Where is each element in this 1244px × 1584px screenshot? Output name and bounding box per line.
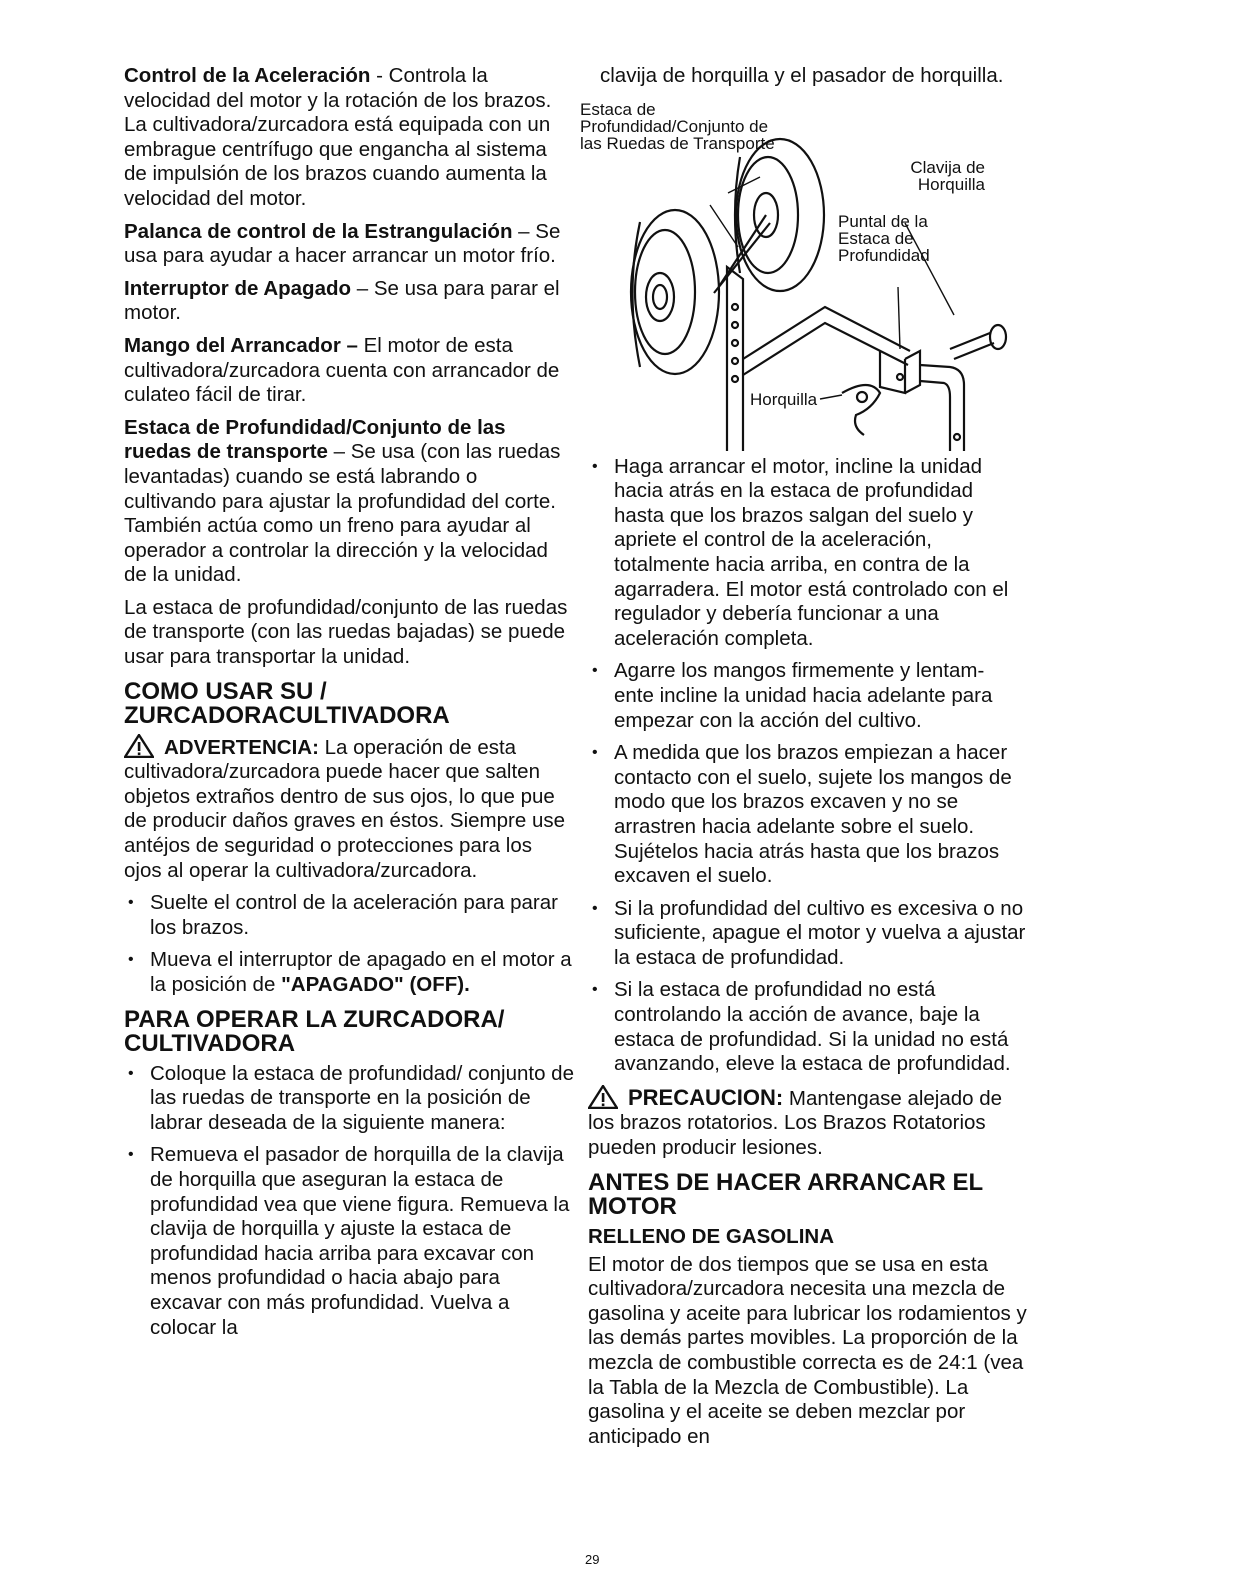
caution-paragraph: [588, 1085, 1028, 1161]
list-operation-steps: [588, 455, 1028, 1077]
list-item: • Coloque la estaca de profundidad/ conjunto de las ruedas de transporte en la posición de labrar deseada de la siguiente manera:: [124, 1062, 574, 1136]
paragraph-continued: clavija de horquilla y el pasador de horquilla.: [600, 64, 1004, 87]
warning-label: ADVERTENCIA:: [164, 735, 319, 759]
list-operate: [124, 1062, 574, 1341]
left-column: [124, 64, 574, 1348]
list-item: • Haga arrancar el motor, incline la unidad hacia atrás en la estaca de profundidad hasta que los brazos salgan del suelo y apriete el control de la aceleración, totalmente hacia arriba, en contra de la agarradera. El motor está controlado con el regulador y debería funcionar a una aceleración completa.: [588, 455, 1028, 652]
label-hairpin: Horquilla: [750, 389, 818, 409]
heading-para-operar: PARA OPERAR LA ZURCADORA/ CULTIVADORA: [124, 1005, 505, 1057]
paragraph-starter-handle: [124, 334, 574, 408]
label-depth-stake-strut: Puntal de la Estaca de Profundidad: [838, 211, 930, 265]
term-depth-stake: Estaca de Profundidad/Conjunto de las ruedas de transporte: [124, 415, 506, 464]
warning-triangle-icon: [124, 734, 154, 758]
term-stop-switch: Interruptor de Apagado: [124, 276, 352, 300]
list-item: • Agarre los mangos firmemente y lentam- ente incline la unidad hacia adelante para empezar con la acción del cultivo.: [588, 659, 1028, 733]
list-item: • Si la estaca de profundidad no está controlando la acción de avance, baje la estaca de profundidad. Si la unidad no está avanzando, eleve la estaca de profundidad.: [588, 978, 1028, 1076]
paragraph-gasoline: El motor de dos tiempos que se usa en esta cultivadora/zurcadora necesita una mezcla de gasolina y aceite para lubricar los rodamientos y las demás partes movibles. La proporción de la mezcla de combustible correcta es de 24:1 (vea la Tabla de la Mezcla de Combustible). La gasolina y el aceite se deben mezclar por anticipado en: [588, 1252, 1027, 1448]
paragraph-depth-stake: [124, 416, 574, 588]
caution-triangle-icon: [588, 1085, 618, 1109]
paragraph-transport: La estaca de profundidad/conjunto de las ruedas de transporte (con las ruedas bajadas) se puede usar para transportar la unidad.: [124, 595, 568, 669]
page-number: 29: [585, 1552, 600, 1567]
paragraph-stop-switch: [124, 277, 574, 326]
text-stop-switch: – Se usa para parar el motor.: [124, 276, 560, 325]
list-item: • Remueva el pasador de horquilla de la clavija de horquilla que aseguran la estaca de profundidad vea que viene figura. Remueva la clavija de horquilla y ajuste la estaca de profundidad hacia arriba para excavar con menos profundidad o hacia abajo para excavar con más profundidad. Vuelva a colocar la: [124, 1143, 574, 1340]
term-choke-lever: Palanca de control de la Estrangulación: [124, 219, 513, 243]
caution-label: PRECAUCION:: [628, 1084, 784, 1110]
text-starter-handle: El motor de esta cultivadora/zurcadora cuenta con arrancador de culateo fácil de tirar.: [124, 333, 560, 407]
list-item: • Suelte el control de la aceleración para parar los brazos.: [124, 891, 574, 940]
depth-stake-figure: [580, 97, 1020, 451]
right-column: [580, 64, 1028, 1457]
depth-stake-strut: [743, 307, 910, 359]
paragraph-choke-lever: [124, 220, 574, 269]
list-stop: [124, 891, 574, 997]
paragraph-throttle-control: [124, 64, 574, 212]
label-depth-stake-assembly: Estaca de Profundidad/Conjunto de las Ruedas de Transporte: [580, 99, 775, 153]
text-throttle-control: - Controla la velocidad del motor y la rotación de los brazos. La cultivadora/zurcadora está equipada con un embrague centrífugo que engancha al sistema de impulsión de los brazos cuando aumenta la velocidad del motor.: [124, 64, 552, 210]
heading-antes: ANTES DE HACER ARRANCAR EL MOTOR: [588, 1168, 983, 1220]
term-starter-handle: Mango del Arrancador –: [124, 333, 358, 357]
list-item-text: Mueva el interruptor de apagado en el motor a la posición de: [150, 948, 572, 996]
caution-text: Mantengase alejado de los brazos rotatorios. Los Brazos Rotatorios pueden producir lesiones.: [588, 1086, 1003, 1160]
list-item: • Si la profundidad del cultivo es excesiva o no suficiente, apague el motor y vuelva a ajustar la estaca de profundidad.: [588, 897, 1028, 971]
list-item-bold: "APAGADO" (OFF).: [281, 973, 470, 996]
list-item: • A medida que los brazos empiezan a hacer contacto con el suelo, sujete los mangos de modo que los brazos excaven y no se arrastren hacia adelante sobre el suelo. Sujételos hacia atrás hasta que los brazos excaven el suelo.: [588, 741, 1028, 889]
heading-como-usar: COMO USAR SU / ZURCADORACULTIVADORA: [124, 677, 450, 729]
warning-text: La operación de esta cultivadora/zurcadora puede hacer que salten objetos extraños dentro de sus ojos, lo que pue de producir daños graves en éstos. Siempre use antéjos de seguridad o protecciones para los ojos al operar la cultivadora/zurcadora.: [124, 735, 566, 882]
text-depth-stake: – Se usa (con las ruedas levantadas) cuando se está labrando o cultivando para ajustar la profundidad del corte. También actúa como un freno para ayudar al operador a controlar la dirección y la velocidad de la unidad.: [124, 440, 561, 587]
text-choke-lever: – Se usa para ayudar a hacer arrancar un motor frío.: [124, 219, 561, 268]
heading-relleno: RELLENO DE GASOLINA: [588, 1224, 835, 1248]
label-clevis-pin: Clavija de Horquilla: [910, 157, 985, 194]
term-throttle-control: Control de la Aceleración: [124, 64, 371, 87]
list-item: [124, 948, 574, 997]
warning-paragraph: [124, 734, 574, 884]
